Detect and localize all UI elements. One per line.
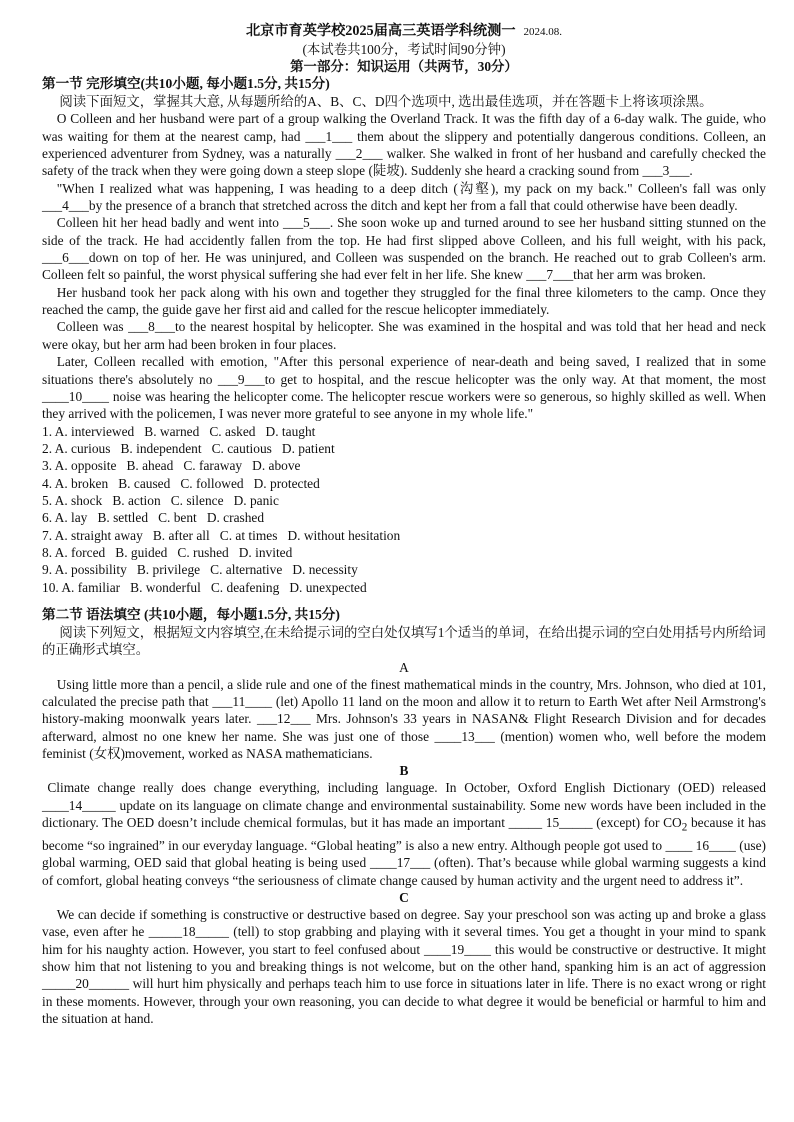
option: C. at times [219, 527, 278, 543]
exam-title [42, 22, 766, 41]
option: C. cautious [211, 440, 272, 456]
option: B. independent [120, 440, 202, 456]
option-row [42, 509, 766, 526]
option: D. above [252, 458, 301, 474]
option: 2. A. curious [42, 440, 111, 456]
cloze-paragraph: Later, Colleen recalled with emotion, "After this personal experience of near-death and being saved, I realized that in some situations there's absolutely no ___9___to get to hospital, and the rescue helicopter was the only way. At that moment, the most ____10____ noise was hearing the helicopter come. The helicopter rescue workers were so generous, so highly skilled as well. When they arrived with the policemen, I was never more grateful to see anyone in my whole life." [42, 354, 766, 422]
option: B. settled [97, 510, 149, 526]
option: C. rushed [177, 544, 229, 560]
option: B. after all [152, 527, 210, 543]
option-row [42, 561, 766, 578]
option-row [42, 440, 766, 457]
option: B. warned [144, 423, 200, 439]
cloze-paragraph: Colleen was ___8___to the nearest hospital by helicopter. She was examined in the hospital and was told that her head and neck were okay, but her arm had been broken in four places. [42, 319, 766, 352]
option: C. alternative [210, 562, 283, 578]
option: D. necessity [292, 562, 358, 578]
passage-a-text: Using little more than a pencil, a slide rule and one of the finest mathematical minds in the country, Mrs. Johnson, who died at 101, calculated the precise path that ___11____ (let) Apollo 11 land on the moon and allow it to return to Earth Wet after Neil Armstrong's history-making moonwalk years later. ___12___ Mrs. Johnson's 33 years in NASAN& Flight Research Division and for decades afterward, almost no one knew her name. She was just one of those ____13___ (mention) women who, well before the modem feminist (女权)movement, worked as NASA mathematicians. [42, 676, 766, 762]
option-row [42, 423, 766, 440]
part-heading: 第一部分：知识运用（共两节，30分） [290, 59, 518, 74]
exam-page [42, 22, 766, 1028]
cloze-paragraph: Her husband took her pack along with his own and together they struggled for the final three kilometers to the camp. Once they reached the camp, the guide gave her first aid and called for the rescue helicopter immediately. [42, 284, 766, 318]
option: C. bent [158, 510, 197, 526]
section1-heading: 第一节 完形填空(共10小题, 每小题1.5分, 共15分) [42, 76, 330, 91]
option: D. without hesitation [287, 527, 401, 543]
passage-c-label: C [399, 890, 409, 906]
option-row [42, 457, 766, 474]
option: C. silence [170, 492, 224, 508]
option: 7. A. straight away [42, 527, 143, 543]
option: 5. A. shock [42, 492, 103, 508]
cloze-paragraph: O Colleen and her husband were part of a group walking the Overland Track. It was the fifth day of a 6-day walk. The guide, who was waiting for them at the nearest camp, had ___1___ them about the slippery and potentially dangerous conditions. Colleen, an experienced adventurer from Sydney, was a naturally ___2___ walker. She walked in front of her husband and carefully checked the safety of the track when they were going down a steep slope (陡坡). Suddenly she heard a cracking sound from ___3___. [42, 111, 766, 179]
option: B. caused [118, 475, 171, 491]
option-row [42, 544, 766, 561]
option: D. patient [281, 440, 335, 456]
option-row [42, 492, 766, 509]
option-row [42, 527, 766, 544]
option: B. action [112, 492, 161, 508]
option: D. crashed [206, 510, 265, 526]
option: B. privilege [136, 562, 201, 578]
exam-subtitle: (本试卷共100分，考试时间90分钟) [302, 42, 506, 57]
option: 9. A. possibility [42, 562, 127, 578]
option: 4. A. broken [42, 475, 109, 491]
passage-b-text-part2: because it has become “so ingrained” in our everyday language. “Global heating” is also a new entry. Although people got used to ____ 16____ (use) global warming, OED said that global heating is being used ____17___ (often). That’s because while global warming suggests a kind of comfort, global heating conveys “the seriousness of climate change caused by human activity and the urgent need to address it”. [42, 815, 766, 888]
option: 8. A. forced [42, 544, 106, 560]
option: B. ahead [126, 458, 174, 474]
option: 1. A. interviewed [42, 423, 135, 439]
option: D. unexpected [289, 579, 367, 595]
option: 6. A. lay [42, 510, 88, 526]
passage-b-text-part1: Climate change really does change everything, including language. In October, Oxford English Dictionary (OED) released ____14_____ update on its language on climate change and environmental sustainability. Some new words have been included in the dictionary. The OED doesn’t include chemical formulas, but it has made an important _____ 15_____ (except) for CO [42, 780, 766, 831]
option: D. taught [265, 423, 316, 439]
option: C. faraway [183, 458, 243, 474]
option: D. panic [233, 492, 279, 508]
option-row [42, 475, 766, 492]
section2-instruction: 阅读下列短文，根据短文内容填空,在未给提示词的空白处仅填写1个适当的单词，在给出提示词的空白处用括号内所给词的正确形式填空。 [42, 624, 766, 658]
passage-b-label: B [399, 763, 409, 779]
passage-b-text [42, 779, 766, 889]
cloze-paragraph: "When I realized what was happening, I was heading to a deep ditch (沟壑), my pack on my back." Colleen's fall was only ___4___by the presence of a branch that stretched across the ditch and kept her from a fall that could otherwise have been deadly. [42, 180, 766, 214]
exam-date: 2024.08. [523, 26, 563, 38]
option: C. followed [180, 475, 244, 491]
option: C. deafening [210, 579, 280, 595]
option: 3. A. opposite [42, 458, 117, 474]
passage-a-label: A [399, 659, 409, 675]
options-list [42, 423, 766, 596]
option: D. protected [253, 475, 320, 491]
passage-c-text: We can decide if something is constructive or destructive based on degree. Say your preschool son was acting up and broke a glass vase, even after he _____18_____ (tell) to stop grabbing and playing with it several times. You get a thought in your mind to spank him for his naughty action. However, you start to feel confused about ____19____ this would be constructive or destructive. It might show him that not listening to you and breaking things is not welcome, but on the other hand, spanking him is an act of aggression _____20______ will hurt him physically and perhaps teach him to use force in situations later in life. There is no exact wrong or right in these moments. However, through your own reasoning, you can decide to what degree it would be beneficial or harmful to him and the situation at hand. [42, 907, 766, 1027]
option: C. asked [209, 423, 256, 439]
option: 10. A. familiar [42, 579, 121, 595]
co2-subscript: 2 [681, 821, 688, 834]
cloze-paragraph: Colleen hit her head badly and went into ___5___. She soon woke up and turned around to see her husband sitting stunned on the side of the track. He had accidently fallen from the top. He had first slipped above Colleen, and his full weight, with his pack, ___6___down on top of her. He was uninjured, and Colleen was suspended on the branch. He reached out to grab Colleen's arm. Colleen felt so painful, the worst physical suffering she had ever felt in her life. She knew ___7___that her arm was broken. [42, 215, 766, 283]
section1-instruction: 阅读下面短文，掌握其大意, 从每题所给的A、B、C、D四个选项中, 选出最佳选项，并在答题卡上将该项涂黑。 [59, 94, 713, 109]
option: B. guided [115, 544, 168, 560]
section2-heading: 第二节 语法填空 (共10小题，每小题1.5分, 共15分) [42, 606, 340, 622]
option: D. invited [238, 544, 293, 560]
title-text: 北京市育英学校2025届高三英语学科统测一 [245, 23, 516, 39]
option-row [42, 579, 766, 596]
option: B. wonderful [130, 579, 201, 595]
